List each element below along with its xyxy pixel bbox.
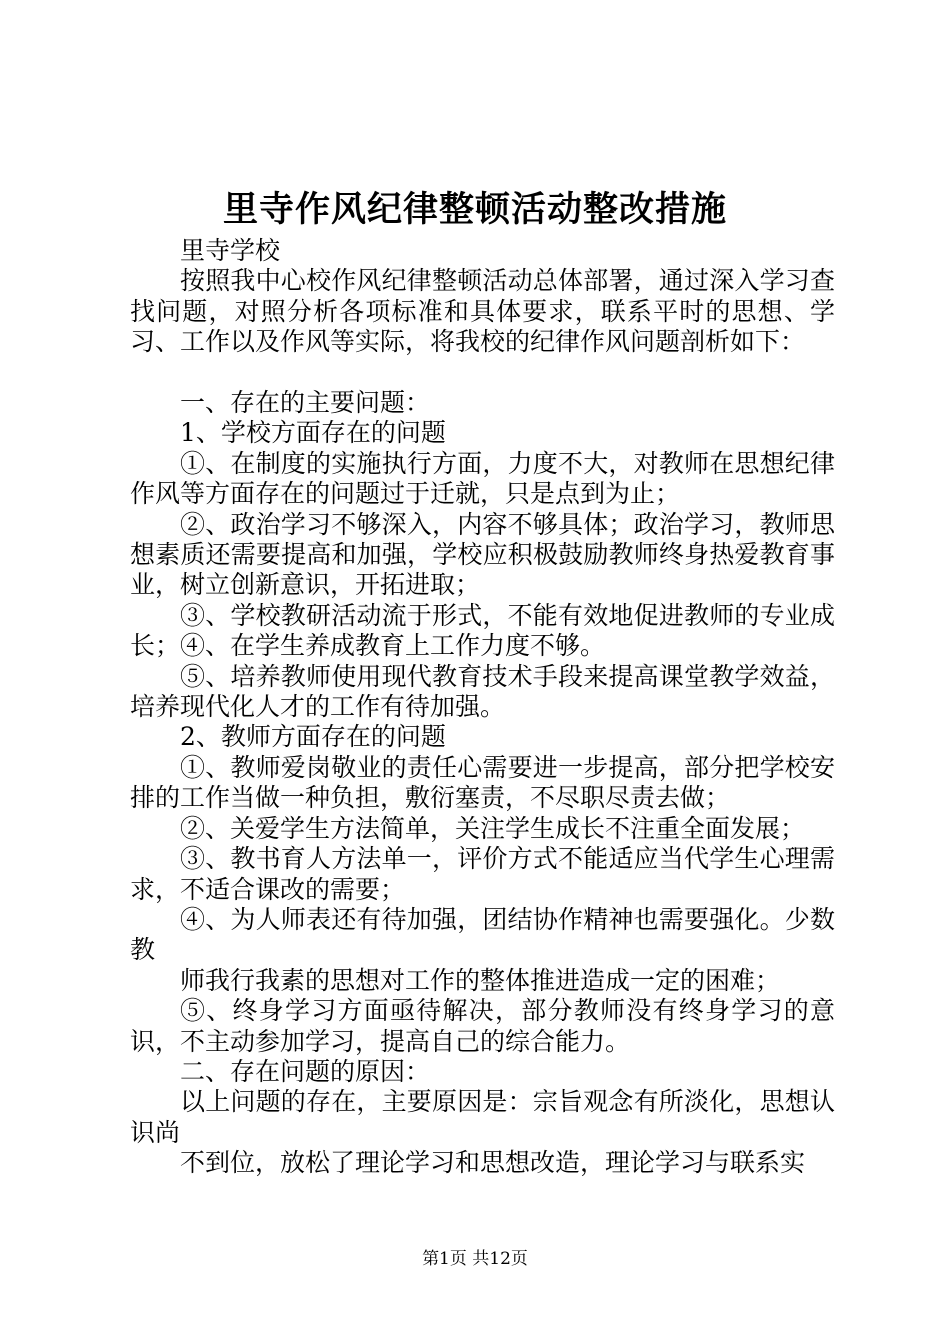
section-heading: 一、存在的主要问题：	[180, 388, 431, 418]
paragraph: 以上问题的存在，主要原因是：宗旨观念有所淡化，思想认识尚	[130, 1087, 835, 1147]
paragraph: ⑤、终身学习方面亟待解决，部分教师没有终身学习的意识，不主动参加学习，提高自己的综合能力。	[130, 996, 835, 1056]
document-title: 里寺作风纪律整顿活动整改措施	[222, 189, 727, 230]
paragraph: 师我行我素的思想对工作的整体推进造成一定的困难；	[180, 965, 781, 995]
paragraph: ③、教书育人方法单一，评价方式不能适应当代学生心理需求，不适合课改的需要；	[130, 844, 835, 904]
paragraph: ④、为人师表还有待加强，团结协作精神也需要强化。少数教	[130, 904, 835, 965]
blank-line	[130, 358, 835, 388]
paragraph: 按照我中心校作风纪律整顿活动总体部署，通过深入学习查找问题，对照分析各项标准和具体要求，联系平时的思想、学习、工作以及作风等实际，将我校的纪律作风问题剖析如下：	[130, 266, 835, 357]
page-number: 第1页 共12页	[422, 1249, 528, 1269]
document-body	[130, 236, 835, 1179]
subsection-heading: 2、教师方面存在的问题	[180, 722, 446, 752]
paragraph: ①、教师爱岗敬业的责任心需要进一步提高，部分把学校安排的工作当做一种负担，敷衍塞责，不尽职尽责去做；	[130, 752, 835, 813]
paragraph: ③、学校教研活动流于形式，不能有效地促进教师的专业成长；④、在学生养成教育上工作力度不够。	[130, 600, 835, 661]
paragraph: ⑤、培养教师使用现代教育技术手段来提高课堂教学效益，培养现代化人才的工作有待加强。	[130, 661, 835, 722]
section-heading: 二、存在问题的原因：	[180, 1056, 431, 1086]
paragraph: 不到位，放松了理论学习和思想改造，理论学习与联系实	[180, 1148, 806, 1178]
subsection-heading: 1、学校方面存在的问题	[180, 418, 446, 448]
paragraph: ②、政治学习不够深入，内容不够具体；政治学习，教师思想素质还需要提高和加强，学校应积极鼓励教师终身热爱教育事业，树立创新意识，开拓进取；	[130, 509, 835, 600]
paragraph: ②、关爱学生方法简单，关注学生成长不注重全面发展；	[180, 813, 806, 843]
paragraph: 里寺学校	[180, 236, 281, 265]
paragraph: ①、在制度的实施执行方面，力度不大，对教师在思想纪律作风等方面存在的问题过于迁就，只是点到为止；	[130, 448, 835, 509]
